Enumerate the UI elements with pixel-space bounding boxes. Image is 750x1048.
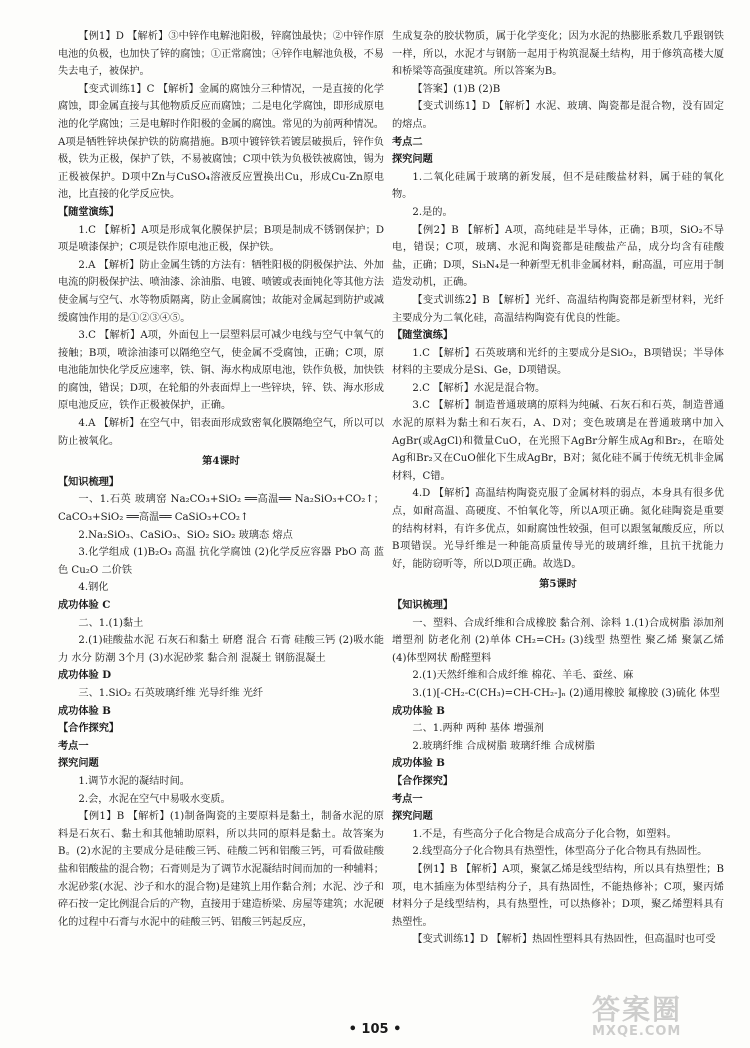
section-heading: 成功体验 C [58, 599, 111, 611]
page-number: • 105 • [348, 1022, 402, 1037]
section-heading: 【合作探究】 [58, 722, 120, 735]
right-column [392, 28, 724, 949]
answer-paragraph: 【例1】B 【解析】(1)制备陶瓷的主要原料是黏土，制备水泥的原料是石灰石、黏土和其他辅助原料，所以共同的原料是黏土。故答案为B。(2)水泥的主要成分是硅酸三钙、硅酸二钙和铝酸三钙，可看做硅酸盐和铝酸盐的混合物；石膏则是为了调节水泥凝结时间而加的一种辅料；水泥砂浆(水泥、沙子和水的混合物)是建筑上用作黏合剂；水泥、沙子和碎石按一定比例混合后的产物，直接用于建造桥梁、房屋等建筑；水泥硬化的过程中石膏与水泥中的硅酸三钙、铝酸三钙起反应， [58, 811, 384, 928]
section-heading: 成功体验 B [392, 704, 445, 717]
section-heading: 考点二 [392, 135, 423, 148]
watermark-logo [592, 993, 742, 1042]
answer-paragraph: 1.不是，有些高分子化合物是合成高分子化合物，如塑料。 [412, 828, 677, 840]
answer-paragraph: 4.D 【解析】高温结构陶瓷克服了金属材料的弱点，本身具有很多优点，如耐高温、高硬度、不怕氧化等，所以A项正确。氮化硅陶瓷是重要的结构材料，有许多优点，如耐腐蚀性较强，但可以跟氢氟酸反应，所以B项错误。光导纤维是一种能高质量传导光的玻璃纤维，且抗干扰能力好，能防窃听等，所以D项正确。故选D。 [392, 488, 724, 570]
answer-paragraph: 2.会，水泥在空气中易吸水变质。 [78, 793, 231, 805]
section-heading: 【随堂演练】 [58, 205, 120, 218]
section-heading: 【知识梳理】 [58, 475, 120, 488]
answer-paragraph: 1.调节水泥的凝结时间。 [78, 775, 190, 787]
answer-paragraph: 二、1.两种 两种 基体 增强剂 [412, 723, 544, 735]
section-heading: 探究问题 [58, 757, 99, 770]
section-heading: 【知识梳理】 [392, 599, 454, 611]
answer-paragraph: 3.C 【解析】制造普通玻璃的原料为纯碱、石灰石和石英，制造普通水泥的原料为黏土和石灰石，A、D对；变色玻璃是在普通玻璃中加入AgBr(或AgCl)和微量CuO，在光照下AgBr分解生成Ag和Br₂，在暗处Ag和Br₂又在CuO催化下生成AgBr，B对；氮化硅不属于传统无机非金属材料，C错。 [392, 400, 724, 482]
section-heading: 成功体验 B [58, 704, 111, 717]
answer-paragraph: 4.钢化 [78, 582, 109, 594]
answer-paragraph: 2.A 【解析】防止金属生锈的方法有：牺牲阳极的阴极保护法、外加电流的阴极保护法、喷油漆、涂油脂、电镀、喷镀或表面钝化等其他方法使金属与空气、水等物质隔离，防止金属腐蚀；故能对金属起到防护或减缓腐蚀作用的是①②③④⑤。 [58, 259, 384, 324]
answer-paragraph: 【答案】(1)B (2)B [412, 83, 501, 95]
answer-paragraph: 三、1.SiO₂ 石英玻璃纤维 光导纤维 光纤 [78, 687, 264, 699]
watermark-url: MXQE.COM [592, 1024, 682, 1039]
section-heading: 【随堂演练】 [392, 329, 454, 342]
answer-paragraph: 一、1.石英 玻璃窑 Na₂CO₃+SiO₂ ══高温══ Na₂SiO₃+CO₂↑；CaCO₃+SiO₂ ══高温══ CaSiO₃+CO₂↑ [58, 494, 384, 524]
answer-paragraph: 2.(1)天然纤维和合成纤维 棉花、羊毛、蚕丝、麻 [412, 670, 634, 682]
left-column [58, 28, 384, 931]
answer-paragraph: 【变式训练1】D 【解析】水泥、玻璃、陶瓷都是混合物，没有固定的熔点。 [392, 101, 724, 130]
answer-paragraph: 2.C 【解析】水泥是混合物。 [412, 382, 546, 394]
watermark-text: 答案圈 [592, 993, 683, 1026]
answer-paragraph: 二、1.(1)黏土 [78, 617, 144, 629]
section-heading: 考点一 [58, 739, 89, 752]
answer-paragraph: 【变式训练1】D 【解析】热固性塑料具有热固性，但高温时也可受 [412, 934, 716, 946]
answer-paragraph: 【例1】B 【解析】A项，聚氯乙烯是线型结构，所以具有热塑性；B项，电木插座为体型结构分子，具有热固性，不能热修补；C项，聚丙烯材料分子是线型结构，具有热塑性，可以热修补；D项，聚乙烯塑料具有热塑性。 [392, 863, 724, 928]
answer-paragraph: 3.(1)[-CH₂-C(CH₃)=CH-CH₂-]ₙ (2)通用橡胶 氟橡胶 (3)硫化 体型 [412, 687, 720, 699]
section-heading: 探究问题 [392, 153, 433, 166]
answer-paragraph: 2.(1)硅酸盐水泥 石灰石和黏土 研磨 混合 石膏 硅酸三钙 (2)吸水能力 水分 防潮 3个月 (3)水泥砂浆 黏合剂 混凝土 钢筋混凝土 [58, 635, 384, 664]
section-heading: 成功体验 B [392, 757, 445, 770]
answer-paragraph: 1.C 【解析】A项是形成氧化膜保护层；B项是制成不锈钢保护；D项是喷漆保护；C项是铁作原电池正极，保护铁。 [58, 224, 384, 254]
answer-paragraph: 【例2】B 【解析】A项，高纯硅是半导体，正确；B项，SiO₂不导电，错误；C项，玻璃、水泥和陶瓷都是硅酸盐产品，成分均含有硅酸盐，正确；D项，Si₃N₄是一种新型无机非金属材料，耐高温，可应用于制造发动机，正确。 [392, 224, 724, 289]
answer-paragraph: 【变式训练1】C 【解析】金属的腐蚀分三种情况，一是直接的化学腐蚀，即金属直接与其他物质反应而腐蚀；二是电化学腐蚀，即形成原电池的化学腐蚀；三是电解时作阳极的金属的腐蚀。常见的为前两种情况。A项是牺牲锌块保护铁的防腐措施。B项中镀锌铁若镀层破损后，锌作负极，铁为正极，保护了铁，不易被腐蚀；C项中铁为负极铁被腐蚀，锡为正极被保护。D项中Zn与CuSO₄溶液反应置换出Cu，形成Cu-Zn原电池，比直接的化学反应快。 [58, 83, 384, 201]
section-heading: 成功体验 D [58, 669, 112, 682]
section-heading: 【合作探究】 [392, 774, 454, 787]
answer-paragraph: 3.C 【解析】A项，外面包上一层塑料层可减少电线与空气中氧气的接触；B项，喷涂油漆可以隔绝空气，使金属不受腐蚀，正确；C项，原电池能加快化学反应速率，铁、铜、海水构成原电池，铁作负极，加快铁的腐蚀，错误；D项，在轮船的外表面焊上一些锌块，锌、铁、海水形成原电池反应，铁作正极被保护，正确。 [58, 330, 384, 412]
section-heading: 探究问题 [392, 810, 433, 823]
answer-paragraph: 2.Na₂SiO₃、CaSiO₃、SiO₂ SiO₂ 玻璃态 熔点 [78, 529, 293, 541]
answer-paragraph: 一、塑料、合成纤维和合成橡胶 黏合剂、涂料 1.(1)合成树脂 添加剂 增塑剂 防老化剂 (2)单体 CH₂=CH₂ (3)线型 热塑性 聚乙烯 聚氯乙烯 (4)体型网状 酚醛塑料 [392, 617, 724, 664]
answer-paragraph: 1.C 【解析】石英玻璃和光纤的主要成分是SiO₂，B项错误；半导体材料的主要成分是Si、Ge，D项错误。 [392, 347, 724, 377]
answer-paragraph: 【例1】D 【解析】③中锌作电解池阳极，锌腐蚀最快；②中锌作原电池的负极，也加快了锌的腐蚀；①正常腐蚀；④锌作电解池负极，不易失去电子，被保护。 [58, 31, 384, 78]
lesson-title: 第5课时 [539, 578, 577, 591]
lesson-title: 第4课时 [202, 455, 240, 468]
answer-paragraph: 3.化学组成 (1)B₂O₃ 高温 抗化学腐蚀 (2)化学反应容器 PbO 高 蓝色 Cu₂O 二价铁 [58, 547, 384, 576]
answer-paragraph: 【变式训练2】B 【解析】光纤、高温结构陶瓷都是新型材料，光纤主要成分为二氧化硅，高温结构陶瓷有优良的性能。 [392, 294, 724, 324]
section-heading: 考点一 [392, 792, 423, 805]
answer-paragraph: 2.玻璃纤维 合成树脂 玻璃纤维 合成树脂 [412, 740, 595, 752]
answer-paragraph: 4.A 【解析】在空气中，铝表面形成致密氧化膜隔绝空气，所以可以防止被氧化。 [58, 418, 384, 447]
answer-paragraph: 1.二氧化硅属于玻璃的新发展，但不是硅酸盐材料，属于硅的氧化物。 [392, 171, 724, 201]
answer-paragraph: 2.是的。 [412, 206, 453, 218]
answer-paragraph: 生成复杂的胶状物质，属于化学变化；因为水泥的热膨胀系数几乎跟钢铁一样，所以，水泥才与钢筋一起用于构筑混凝土结构，用于修筑高楼大厦和桥梁等高强度建筑。所以答案为B。 [392, 31, 724, 78]
answer-paragraph: 2.线型高分子化合物具有热塑性，体型高分子化合物具有热固性。 [412, 846, 708, 858]
